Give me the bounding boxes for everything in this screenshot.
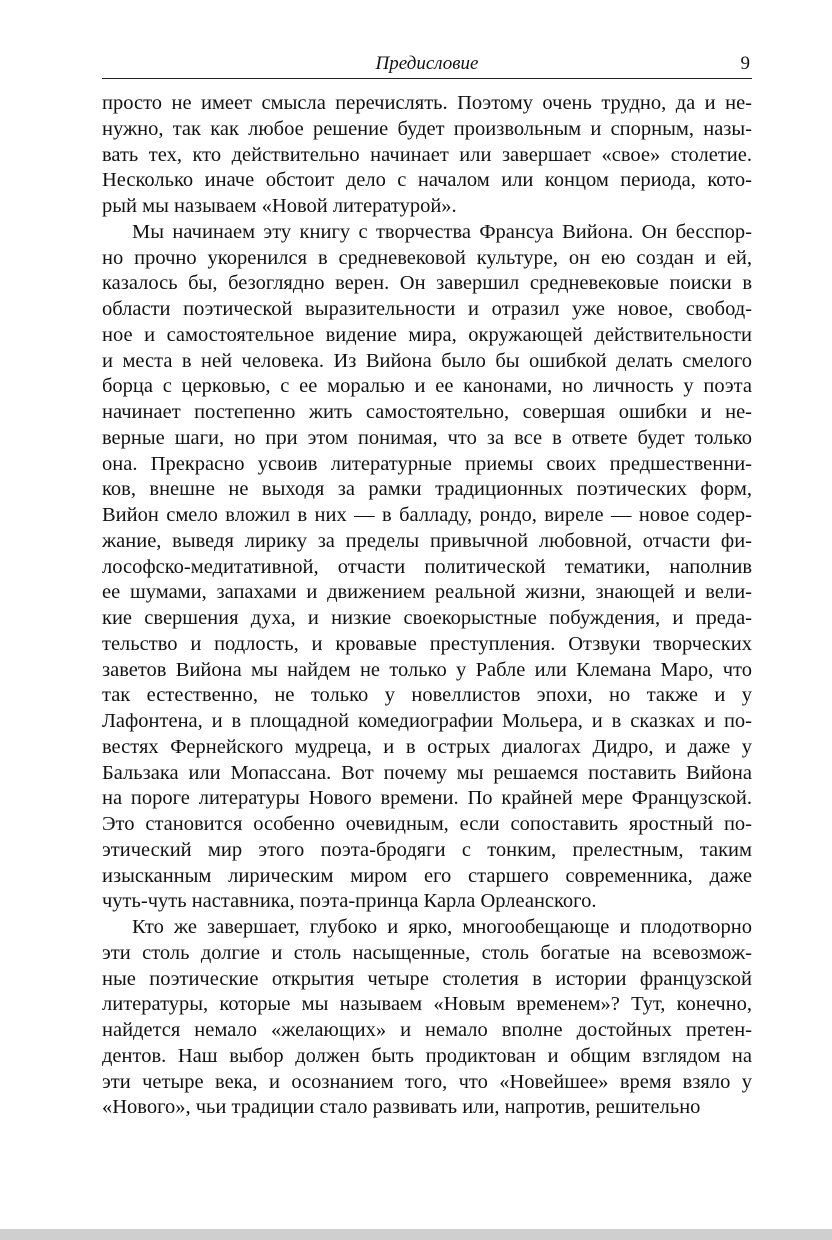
text-line: начинает постепенно жить самостоятельно, совершая ошибки и не- bbox=[102, 401, 752, 423]
text-line: литературы, которые мы называем «Новым временем»? Тут, конечно, bbox=[102, 993, 752, 1016]
text-line: чуть-чуть наставника, поэта-принца Карла Орлеанского. bbox=[102, 890, 597, 913]
text-line: Кто же завершает, глубоко и ярко, многообещающе и плодотворно bbox=[132, 916, 752, 938]
text-line: тельство и подлость, и кровавые преступления. Отзвуки творческих bbox=[102, 632, 752, 655]
text-line: Это становится особенно очевидным, если сопоставить яростный по- bbox=[102, 813, 752, 835]
page-number: 9 bbox=[740, 53, 750, 74]
text-line: так естественно, не только у новеллистов эпохи, но также и у bbox=[102, 684, 752, 707]
text-line: ков, внешне не выходя за рамки традиционных поэтических форм, bbox=[102, 478, 752, 501]
running-header bbox=[102, 52, 752, 79]
text-line: вать тех, кто действительно начинает или завершает «свое» столетие. bbox=[102, 143, 752, 166]
running-title: Предисловие bbox=[375, 53, 479, 74]
page-bottom-edge bbox=[0, 1229, 832, 1240]
text-line: но прочно укоренился в средневековой культуре, он ею создан и ей, bbox=[102, 246, 752, 269]
text-line: верные шаги, но при этом понимая, что за все в ответе будет только bbox=[102, 426, 752, 449]
text-line: области поэтической выразительности и отразил уже новое, свобод- bbox=[102, 298, 752, 320]
text-line: заветов Вийона мы найдем не только у Рабле или Клемана Маро, что bbox=[102, 658, 752, 681]
text-line: лософско-медитативной, отчасти политической тематики, наполнив bbox=[102, 555, 752, 578]
text-line: борца с церковью, с ее моралью и ее канонами, но личность у поэта bbox=[102, 375, 752, 398]
text-line: нужно, так как любое решение будет произвольным и спорным, назы- bbox=[102, 117, 752, 140]
text-line: изысканным лирическим миром его старшего современника, даже bbox=[102, 864, 752, 887]
text-line: найдется немало «желающих» и немало вполне достойных претен- bbox=[102, 1019, 752, 1041]
text-line: Лафонтена, и в площадной комедиографии Мольера, и в сказках и по- bbox=[102, 710, 752, 732]
text-line: эти четыре века, и осознанием того, что «Новейшее» время взяло у bbox=[102, 1070, 752, 1093]
text-line: ное и самостоятельное видение мира, окружающей действительности bbox=[102, 323, 752, 346]
text-line: просто не имеет смысла перечислять. Поэтому очень трудно, да и не- bbox=[102, 92, 752, 114]
text-line: Несколько иначе обстоит дело с началом или концом периода, кото- bbox=[102, 169, 752, 192]
text-line: ее шумами, запахами и движением реальной жизни, знающей и вели- bbox=[102, 581, 752, 604]
text-line: дентов. Наш выбор должен быть продиктован и общим взглядом на bbox=[102, 1044, 752, 1067]
text-line: Бальзака или Мопассана. Вот почему мы решаемся поставить Вийона bbox=[102, 761, 752, 784]
text-line: на пороге литературы Нового времени. По крайней мере Французской. bbox=[102, 787, 752, 810]
body-text bbox=[102, 91, 752, 1121]
text-line: Вийон смело вложил в них — в балладу, рондо, виреле — новое содер- bbox=[102, 504, 752, 526]
paragraph bbox=[102, 220, 752, 915]
text-line: кие свершения духа, и низкие своекорыстные побуждения, и преда- bbox=[102, 607, 752, 629]
text-line: «Нового», чьи традиции стало развивать или, напротив, решительно bbox=[102, 1096, 701, 1119]
text-line: рый мы называем «Новой литературой». bbox=[102, 195, 457, 217]
text-line: эти столь долгие и столь насыщенные, столь богатые на всевозмож- bbox=[102, 941, 752, 964]
text-line: этический мир этого поэта-бродяги с тонким, прелестным, таким bbox=[102, 838, 752, 861]
text-line: жание, выведя лирику за пределы привычной любовной, отчасти фи- bbox=[102, 529, 752, 552]
paragraph bbox=[102, 91, 752, 220]
text-line: Мы начинаем эту книгу с творчества Франсуа Вийона. Он бесспор- bbox=[132, 220, 752, 243]
text-line: и места в ней человека. Из Вийона было бы ошибкой делать смелого bbox=[102, 349, 752, 372]
paragraph bbox=[102, 915, 752, 1121]
text-line: вестях Фернейского мудреца, и в острых диалогах Дидро, и даже у bbox=[102, 735, 752, 758]
text-line: она. Прекрасно усвоив литературные приемы своих предшественни- bbox=[102, 452, 752, 475]
text-line: ные поэтические открытия четыре столетия в истории французской bbox=[102, 967, 752, 990]
text-line: казалось бы, безоглядно верен. Он завершил средневековые поиски в bbox=[102, 272, 752, 295]
